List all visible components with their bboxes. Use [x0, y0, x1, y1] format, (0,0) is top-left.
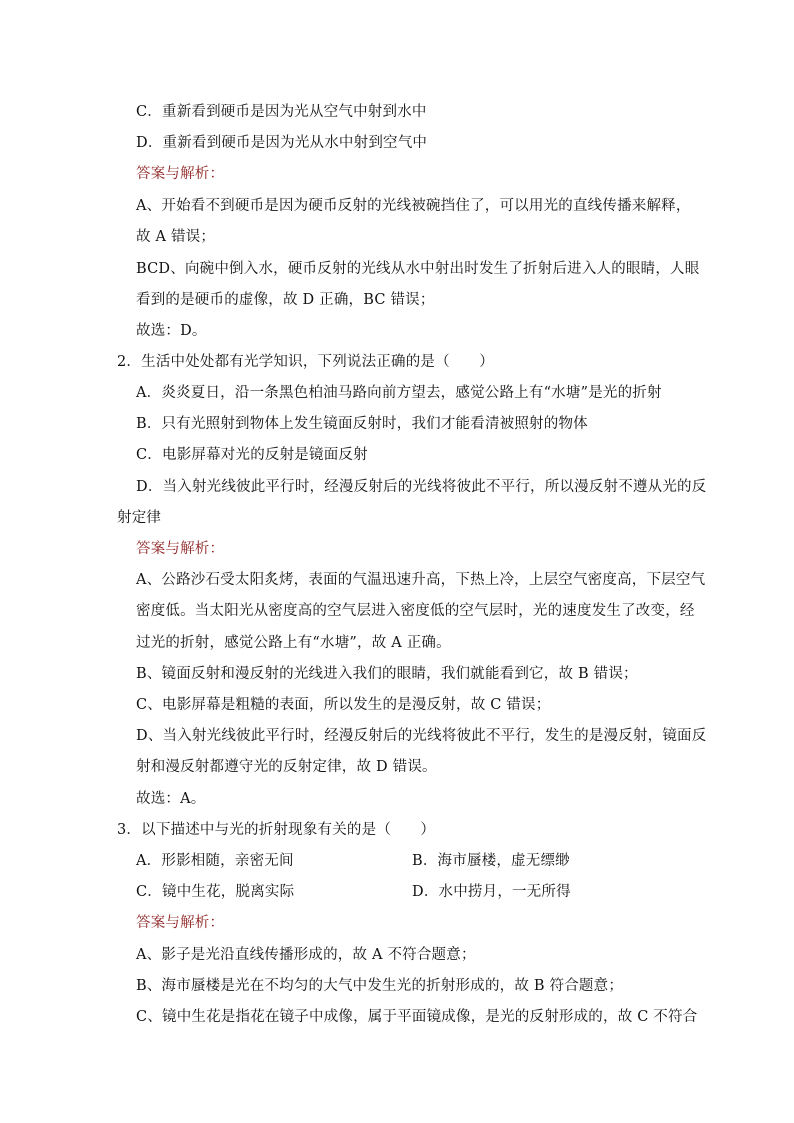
- q3-stem: 3．以下描述中与光的折射现象有关的是（ ）: [117, 822, 436, 838]
- q2-option-d-line2: 射定律: [117, 510, 162, 526]
- q1-option-d: D．重新看到硬币是因为光从水中射到空气中: [136, 135, 428, 151]
- q2-analysis-c: C、电影屏幕是粗糙的表面，所以发生的是漫反射，故 C 错误；: [136, 697, 551, 713]
- q1-analysis-a-line2: 故 A 错误；: [136, 229, 216, 245]
- q3-analysis-a: A、影子是光沿直线传播形成的，故 A 不符合题意；: [136, 947, 476, 963]
- q2-analysis-b: B、镜面反射和漫反射的光线进入我们的眼睛，我们就能看到它，故 B 错误；: [136, 666, 638, 682]
- q3-option-a: A．形影相随，亲密无间: [136, 853, 294, 869]
- q2-option-c: C．电影屏幕对光的反射是镜面反射: [136, 447, 368, 463]
- q1-answer-title: 答案与解析：: [136, 166, 225, 182]
- q2-answer-title: 答案与解析：: [136, 541, 225, 557]
- q1-analysis-bcd-line2: 看到的是硬币的虚像，故 D 正确，BC 错误；: [136, 292, 435, 308]
- q2-analysis-a-line2: 密度低。当太阳光从密度高的空气层进入密度低的空气层时，光的速度发生了改变，经: [136, 603, 695, 619]
- q2-choice: 故选：A。: [136, 791, 206, 807]
- q2-analysis-a-line1: A、公路沙石受太阳炙烤，表面的气温迅速升高，下热上冷，上层空气密度高，下层空气: [136, 572, 706, 588]
- q2-option-b: B．只有光照射到物体上发生镜面反射时，我们才能看清被照射的物体: [136, 416, 588, 432]
- q2-option-d-line1: D．当入射光线彼此平行时，经漫反射后的光线将彼此不平行，所以漫反射不遵从光的反: [136, 479, 707, 495]
- q3-analysis-c: C、镜中生花是指花在镜子中成像，属于平面镜成像，是光的反射形成的，故 C 不符合: [136, 1009, 698, 1025]
- q3-option-d: D．水中捞月，一无所得: [412, 884, 571, 900]
- q2-option-a: A．炎炎夏日，沿一条黑色柏油马路向前方望去，感觉公路上有“水塘”是光的折射: [136, 385, 662, 401]
- q3-option-c: C．镜中生花，脱离实际: [136, 884, 295, 900]
- q1-analysis-bcd-line1: BCD、向碗中倒入水，硬币反射的光线从水中射出时发生了折射后进入人的眼睛，人眼: [136, 261, 700, 277]
- q1-choice: 故选：D。: [136, 323, 207, 339]
- q1-option-c: C．重新看到硬币是因为光从空气中射到水中: [136, 104, 427, 120]
- q2-stem: 2．生活中处处都有光学知识，下列说法正确的是（ ）: [117, 354, 494, 370]
- q3-answer-title: 答案与解析：: [136, 915, 225, 931]
- q1-analysis-a-line1: A、开始看不到硬币是因为硬币反射的光线被碗挡住了，可以用光的直线传播来解释，: [136, 198, 691, 214]
- q2-analysis-d-line2: 射和漫反射都遵守光的反射定律，故 D 错误。: [136, 759, 437, 775]
- q3-option-b: B．海市蜃楼，虚无缥缈: [412, 853, 570, 869]
- q2-analysis-d-line1: D、当入射光线彼此平行时，经漫反射后的光线将彼此不平行，发生的是漫反射，镜面反: [136, 728, 707, 744]
- q2-analysis-a-line3: 过光的折射，感觉公路上有“水塘”，故 A 正确。: [136, 635, 451, 651]
- q3-analysis-b: B、海市蜃楼是光在不均匀的大气中发生光的折射形成的，故 B 符合题意；: [136, 978, 624, 994]
